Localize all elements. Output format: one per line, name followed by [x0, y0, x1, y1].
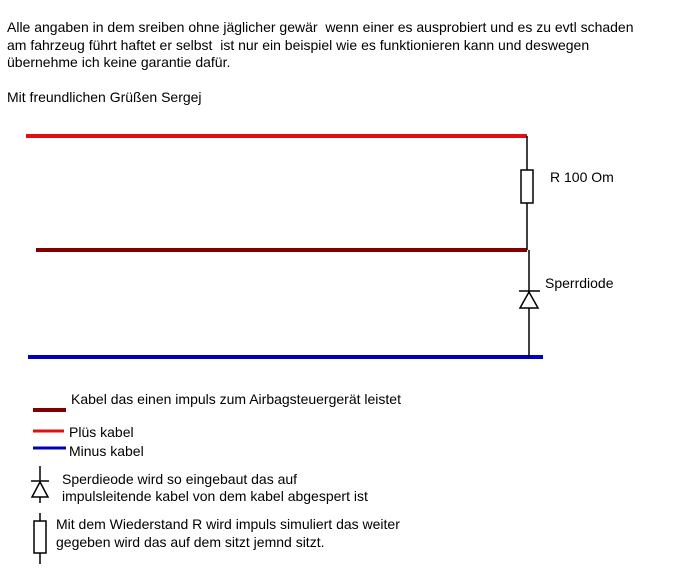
- legend-minus-text: Minus kabel: [69, 443, 144, 459]
- legend-resistor-symbol: [34, 513, 46, 564]
- diode-symbol: [519, 291, 540, 308]
- disclaimer-line-3: übernehme ich keine garantie dafür.: [7, 54, 231, 70]
- diode-label: Sperrdiode: [545, 275, 614, 291]
- legend-diode-text-1: Sperdieode wird so eingebaut das auf: [62, 471, 298, 487]
- legend-diode-text-2: impulsleitende kabel von dem kabel abgespert ist: [62, 488, 368, 504]
- legend-resistor-text-1: Mit dem Wiederstand R wird impuls simuliert das weiter: [56, 516, 400, 532]
- resistor-label: R 100 Om: [550, 169, 614, 185]
- disclaimer-line-1: Alle angaben in dem sreiben ohne jäglicher gewär wenn einer es ausprobiert und es zu evtl schaden: [7, 19, 634, 35]
- disclaimer-line-2: am fahrzeug führt haftet er selbst ist nur ein beispiel wie es funktionieren kann und deswegen: [7, 37, 590, 53]
- legend-impulse-text: Kabel das einen impuls zum Airbagsteuergerät leistet: [71, 391, 401, 407]
- connection-wire: [527, 136, 529, 357]
- legend-diode-symbol: [31, 466, 49, 503]
- resistor-symbol: [521, 170, 533, 203]
- legend-plus-text: Plüs kabel: [69, 424, 134, 440]
- greeting: Mit freundlichen Grüßen Sergej: [7, 89, 202, 105]
- legend-resistor-text-2: gegeben wird das auf dem sitzt jemnd sitzt.: [56, 534, 325, 550]
